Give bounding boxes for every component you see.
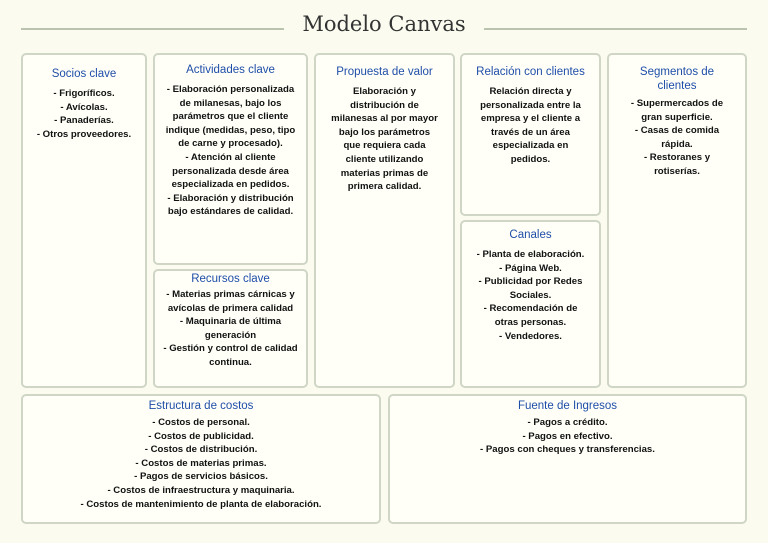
list-item: - Pagos en efectivo. — [522, 430, 613, 442]
page-title: Modelo Canvas — [302, 12, 466, 36]
list-item: - Avícolas. — [60, 101, 108, 113]
card-title: Canales — [509, 229, 552, 241]
card-socios-clave — [21, 53, 147, 388]
list-item: - Restoranes y rotiserías. — [643, 152, 711, 177]
card-title: Estructura de costos — [148, 400, 254, 412]
list-item: - Costos de personal. — [152, 417, 250, 428]
item-list — [163, 83, 298, 219]
list-item: - Costos de infraestructura y maquinaria. — [107, 484, 295, 496]
list-item: - Recomendación de otras personas. — [483, 303, 578, 328]
list-item: - Casas de comida rápida. — [634, 125, 720, 150]
list-item: - Pagos a crédito. — [527, 417, 608, 428]
item-list — [163, 288, 298, 370]
card-estructura-de-costos — [21, 394, 381, 524]
list-item: - Otros proveedores. — [36, 128, 132, 140]
list-item: - Elaboración personalizada de milanesas, bajo los parámetros que el cliente indique (medidas, peso, tipo de carne y procesado). — [165, 84, 296, 150]
list-item: - Atención al cliente personalizada desde área especializada en pedidos. — [171, 151, 290, 191]
card-title: Actividades clave — [186, 64, 275, 76]
item-list — [623, 97, 731, 179]
list-item: - Costos de distribución. — [144, 444, 258, 456]
card-segmentos-de-clientes — [607, 53, 747, 388]
list-item: - Pagos de servicios básicos. — [134, 471, 268, 483]
list-item: - Costos de mantenimiento de planta de elaboración. — [80, 498, 322, 510]
card-recursos-clave — [153, 269, 308, 388]
list-item: - Supermercados de gran superficie. — [630, 98, 724, 123]
item-list — [472, 248, 589, 343]
list-item: - Publicidad por Redes Sociales. — [478, 276, 583, 301]
item-list — [472, 85, 589, 167]
list-item: - Costos de publicidad. — [148, 430, 254, 442]
item-list — [398, 416, 737, 457]
list-item: - Elaboración y distribución bajo estándares de calidad. — [167, 192, 294, 218]
card-actividades-clave — [153, 53, 308, 265]
card-propuesta-de-valor — [314, 53, 455, 388]
list-item: - Costos de materias primas. — [135, 457, 267, 469]
card-fuente-de-ingresos — [388, 394, 747, 524]
list-item: - Panaderías. — [54, 115, 114, 127]
list-item: Relación directa y personalizada entre la empresa y el cliente a través de un área especializada en pedidos. — [480, 86, 581, 165]
card-title: Propuesta de valor — [336, 66, 433, 78]
item-list — [29, 87, 139, 141]
list-item: - Gestión y control de calidad continua. — [163, 343, 298, 368]
list-item: - Página Web. — [499, 262, 562, 274]
item-list — [330, 85, 439, 194]
list-item: - Maquinaria de última generación — [179, 316, 282, 341]
list-item: - Vendedores. — [499, 330, 562, 342]
card-relacion-con-clientes — [460, 53, 601, 216]
list-item: - Materias primas cárnicas y avícolas de primera calidad — [166, 289, 295, 314]
card-title: Socios clave — [51, 68, 117, 80]
list-item: Elaboración y distribución de milanesas al por mayor bajo los parámetros que requiera cada cliente utilizando materias primas de primera calidad. — [331, 86, 438, 193]
item-list — [31, 416, 371, 511]
card-title: Segmentos de clientes — [639, 66, 715, 92]
card-title: Relación con clientes — [476, 66, 585, 78]
list-item: - Frigoríficos. — [53, 88, 115, 99]
list-item: - Planta de elaboración. — [476, 249, 585, 260]
card-canales — [460, 220, 601, 388]
card-title: Recursos clave — [191, 273, 270, 285]
card-title: Fuente de Ingresos — [517, 400, 618, 412]
list-item: - Pagos con cheques y transferencias. — [480, 444, 655, 456]
